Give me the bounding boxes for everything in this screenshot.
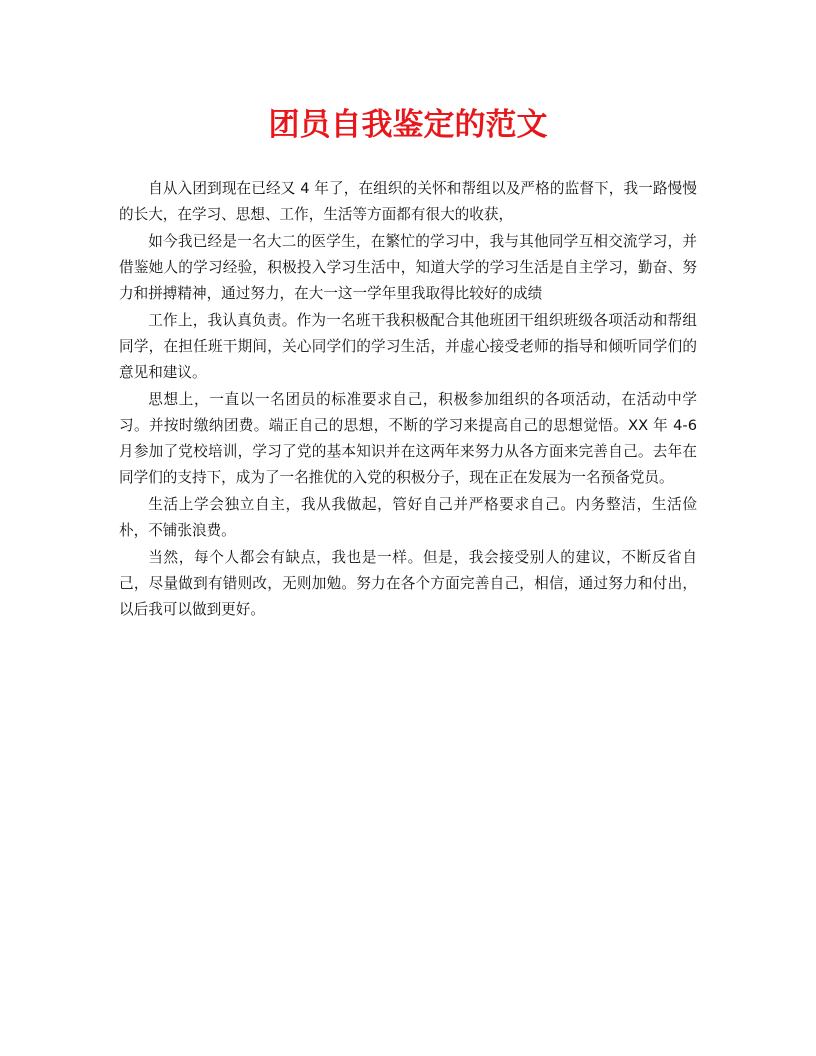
paragraph-2: 如今我已经是一名大二的医学生，在繁忙的学习中，我与其他同学互相交流学习，并借鉴她人的学习经验，积极投入学习生活中，知道大学的学习生活是自主学习，勤奋、努力和拼搏精神，通过努力，在大一这一学年里我取得比较好的成绩 <box>119 233 697 302</box>
paragraph-1: 自从入团到现在已经又 4 年了，在组织的关怀和帮组以及严格的监督下，我一路慢慢的长大，在学习、思想、工作，生活等方面都有很大的收获， <box>119 180 697 223</box>
paragraph-4: 思想上，一直以一名团员的标准要求自己，积极参加组织的各项活动，在活动中学习。并按时缴纳团费。端正自己的思想，不断的学习来提高自己的思想觉悟。XX 年 4-6 月参加了党校培训，学习了党的基本知识并在这两年来努力从各方面来完善自己。去年在同学们的支持下，成为了一名推优的入党的积极分子，现在正在发展为一名预备党员。 <box>119 391 697 486</box>
document-body <box>119 176 697 624</box>
document-title: 团员自我鉴定的范文 <box>268 107 548 143</box>
paragraph-6: 当然，每个人都会有缺点，我也是一样。但是，我会接受别人的建议，不断反省自己，尽量做到有错则改，无则加勉。努力在各个方面完善自己，相信，通过努力和付出，以后我可以做到更好。 <box>119 549 697 618</box>
paragraph-3: 工作上，我认真负责。作为一名班干我积极配合其他班团干组织班级各项活动和帮组同学，在担任班干期间，关心同学们的学习生活，并虚心接受老师的指导和倾听同学们的意见和建议。 <box>119 312 697 381</box>
paragraph-5: 生活上学会独立自主，我从我做起，管好自己并严格要求自己。内务整洁，生活俭朴，不铺张浪费。 <box>119 496 697 539</box>
